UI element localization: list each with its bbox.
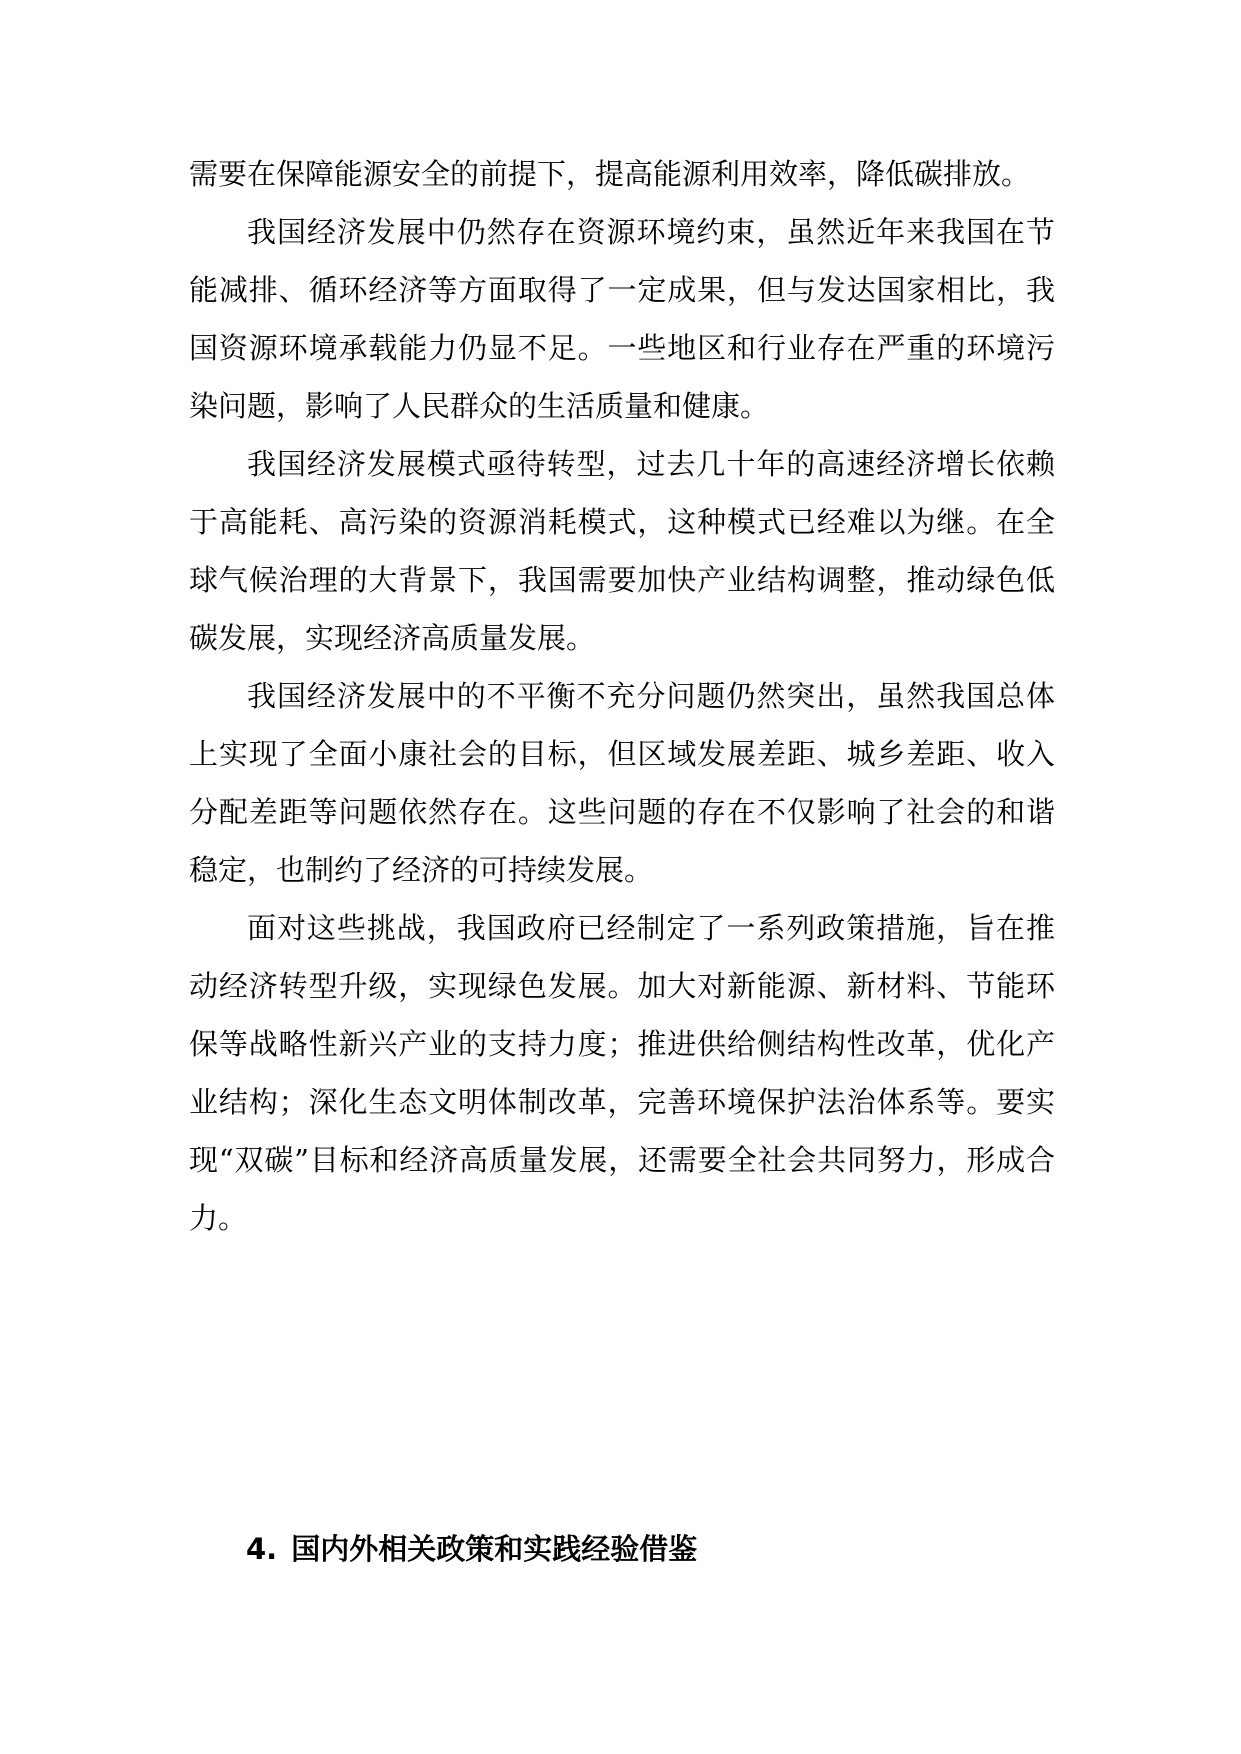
- paragraph-imbalance: 我国经济发展中的不平衡不充分问题仍然突出，虽然我国总体上实现了全面小康社会的目标，但区域发展差距、城乡差距、收入分配差距等问题依然存在。这些问题的存在不仅影响了社会的和谐稳定，也制约了经济的可持续发展。: [189, 679, 1055, 887]
- paragraph-policy-response: 面对这些挑战，我国政府已经制定了一系列政策措施，旨在推动经济转型升级，实现绿色发展。加大对新能源、新材料、节能环保等战略性新兴产业的支持力度；推进供给侧结构性改革，优化产业结构；深化生态文明体制改革，完善环境保护法治体系等。要实现“双碳”目标和经济高质量发展，还需要全社会共同努力，形成合力。: [189, 911, 1055, 1235]
- body-text: [189, 145, 1055, 1247]
- section-title: 国内外相关政策和实践经验借鉴: [291, 1532, 698, 1566]
- paragraph-continued: 需要在保障能源安全的前提下，提高能源利用效率，降低碳排放。: [189, 157, 1031, 191]
- paragraph-development-model: 我国经济发展模式亟待转型，过去几十年的高速经济增长依赖于高能耗、高污染的资源消耗模式，这种模式已经难以为继。在全球气候治理的大背景下，我国需要加快产业结构调整，推动绿色低碳发展，实现经济高质量发展。: [189, 447, 1055, 655]
- section-heading: [246, 1520, 697, 1578]
- section-number: 4.: [246, 1532, 278, 1566]
- paragraph-resource-constraints: 我国经济发展中仍然存在资源环境约束，虽然近年来我国在节能减排、循环经济等方面取得了一定成果，但与发达国家相比，我国资源环境承载能力仍显不足。一些地区和行业存在严重的环境污染问题，影响了人民群众的生活质量和健康。: [189, 215, 1055, 423]
